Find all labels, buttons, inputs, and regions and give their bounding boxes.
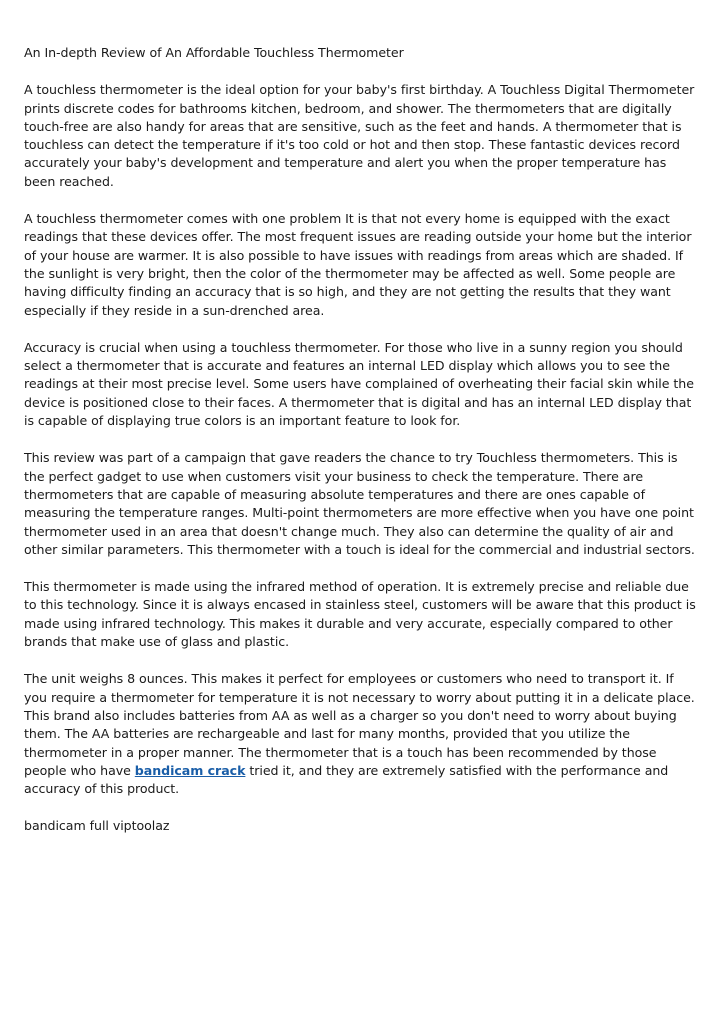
- paragraph-2: A touchless thermometer comes with one problem It is that not every home is equipped with the exact readings that these devices offer. The most frequent issues are reading outside your home but the interior of your house are warmer. It is also possible to have issues with readings from areas which are shaded. If the sunlight is very bright, then the color of the thermometer may be affected as well. Some people are having difficulty finding an accuracy that is so high, and they are not getting the results that they want especially if they reside in a sun-drenched area.: [24, 211, 692, 318]
- bandicam-crack-link[interactable]: bandicam crack: [134, 762, 246, 778]
- paragraph-6-text-after-link: tried it, and they are extremely satisfied with the performance and accuracy of this product.: [24, 762, 669, 797]
- paragraph-3: Accuracy is crucial when using a touchless thermometer. For those who live in a sunny region you should select a thermometer that is accurate and features an internal LED display which allows you to see the readings at their most precise level. Some users have complained of overheating their facial skin while the device is positioned close to their faces. A thermometer that is digital and has an internal LED display that is capable of displaying true colors is an important feature to look for.: [24, 339, 694, 429]
- document-title: An In-depth Review of An Affordable Touchless Thermometer: [24, 45, 404, 60]
- paragraph-5: This thermometer is made using the infrared method of operation. It is extremely precise and reliable due to this technology. Since it is always encased in stainless steel, customers will be aware that this product is made using infrared technology. This makes it durable and very accurate, especially compared to other brands that make use of glass and plastic.: [24, 579, 696, 650]
- paragraph-6: [24, 670, 700, 798]
- paragraph-4: This review was part of a campaign that gave readers the chance to try Touchless thermometers. This is the perfect gadget to use when customers visit your business to check the temperature. There are thermometers that are capable of measuring absolute temperatures and there are ones capable of measuring the temperature ranges. Multi-point thermometers are more effective when you have one point thermometer used in an area that doesn't change much. They also can determine the quality of air and other similar parameters. This thermometer with a touch is ideal for the commercial and industrial sectors.: [24, 450, 695, 557]
- document-page: [24, 44, 700, 836]
- paragraph-6-text-before-link: The unit weighs 8 ounces. This makes it perfect for employees or customers who need to transport it. If you require a thermometer for temperature it is not necessary to worry about putting it in a delicate place. This brand also includes batteries from AA as well as a charger so you don't need to worry about buying them. The AA batteries are rechargeable and last for many months, provided that you utilize the thermometer in a proper manner. The thermometer that is a touch has been recommended by those people who have: [24, 671, 695, 778]
- footer-text: bandicam full viptoolaz: [24, 818, 170, 834]
- paragraph-1: A touchless thermometer is the ideal option for your baby's first birthday. A Touchless Digital Thermometer prints discrete codes for bathrooms kitchen, bedroom, and shower. The thermometers that are digitally touch-free are also handy for areas that are sensitive, such as the feet and hands. A thermometer that is touchless can detect the temperature if it's too cold or hot and then stop. These fantastic devices record accurately your baby's development and temperature and alert you when the proper temperature has been reached.: [24, 82, 695, 189]
